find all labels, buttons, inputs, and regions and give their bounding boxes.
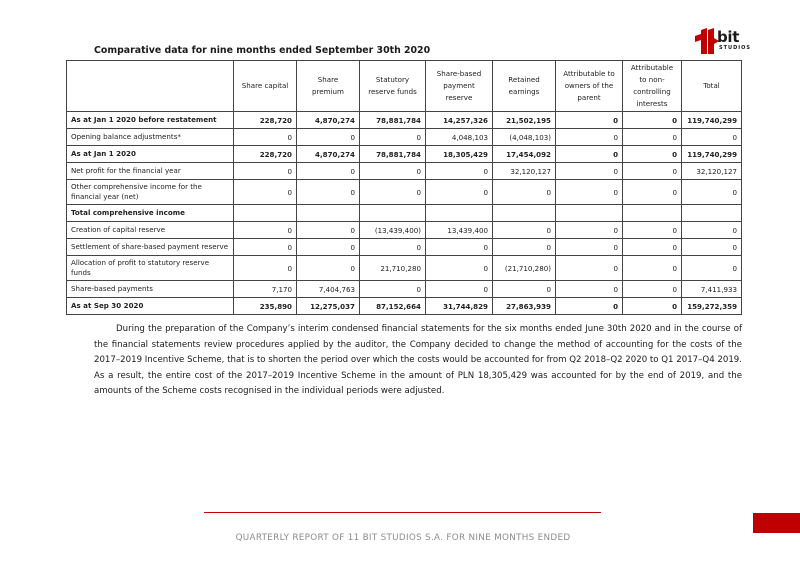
table-cell: 0 xyxy=(623,298,682,315)
table-row xyxy=(67,180,742,205)
table-cell: 87,152,664 xyxy=(360,298,426,315)
table-cell: 0 xyxy=(556,112,623,129)
table-cell: 0 xyxy=(426,256,493,281)
column-header: Total xyxy=(682,61,742,112)
table-cell: 0 xyxy=(556,146,623,163)
table-cell: 0 xyxy=(297,222,360,239)
table-cell: 21,710,280 xyxy=(360,256,426,281)
table-row xyxy=(67,222,742,239)
table-cell: 0 xyxy=(682,239,742,256)
table-cell: 0 xyxy=(426,281,493,298)
table-row xyxy=(67,239,742,256)
table-cell: 0 xyxy=(623,256,682,281)
column-header: Retained earnings xyxy=(493,61,556,112)
table-cell xyxy=(682,205,742,222)
logo-word: bit xyxy=(717,28,740,46)
table-row xyxy=(67,298,742,315)
table-cell: 4,048,103 xyxy=(426,129,493,146)
table-cell: 0 xyxy=(234,163,297,180)
row-label: Allocation of profit to statutory reserve funds xyxy=(67,256,234,281)
table-cell: 7,170 xyxy=(234,281,297,298)
table-cell: 0 xyxy=(556,180,623,205)
table-cell xyxy=(234,205,297,222)
column-header: Attributable to owners of the parent xyxy=(556,61,623,112)
table-cell: 0 xyxy=(493,222,556,239)
comparative-equity-table xyxy=(66,60,742,315)
table-cell: 13,439,400 xyxy=(426,222,493,239)
table-cell: 0 xyxy=(493,239,556,256)
table-cell xyxy=(493,205,556,222)
table-cell: 7,411,933 xyxy=(682,281,742,298)
column-header: Share capital xyxy=(234,61,297,112)
table-cell: 0 xyxy=(297,129,360,146)
table-row xyxy=(67,163,742,180)
table-cell xyxy=(426,205,493,222)
table-cell: 32,120,127 xyxy=(682,163,742,180)
table-row xyxy=(67,129,742,146)
table-cell: 27,863,939 xyxy=(493,298,556,315)
table-cell: 7,404,763 xyxy=(297,281,360,298)
explanatory-paragraph: During the preparation of the Company’s interim condensed financial statements for the six months ended June 30th 2020 and in the course of the financial statements review procedures applied by the auditor, the Company decided to change the method of accounting for the costs of the 2017–2019 Incentive Scheme, that is to shorten the period over which the costs would be accounted for from Q2 2018–Q2 2020 to Q1 2017–Q4 2019. As a result, the entire cost of the 2017–2019 Incentive Scheme in the amount of PLN 18,305,429 was accounted for by the end of 2019, and the amounts of the Scheme costs recognised in the individual periods were adjusted. xyxy=(94,324,742,396)
table-cell: 0 xyxy=(297,239,360,256)
table-cell: 0 xyxy=(682,222,742,239)
table-cell: 0 xyxy=(682,256,742,281)
table-cell: 0 xyxy=(556,239,623,256)
table-cell: 0 xyxy=(623,163,682,180)
table-cell: 78,881,784 xyxy=(360,112,426,129)
table-cell: 0 xyxy=(426,163,493,180)
table-cell: 0 xyxy=(556,256,623,281)
table-cell: 228,720 xyxy=(234,146,297,163)
row-label: Opening balance adjustments* xyxy=(67,129,234,146)
table-cell: 0 xyxy=(556,222,623,239)
table-cell: 78,881,784 xyxy=(360,146,426,163)
table-cell xyxy=(297,205,360,222)
column-header: Attributable to non-controlling interests xyxy=(623,61,682,112)
table-cell: 0 xyxy=(623,129,682,146)
table-cell: 0 xyxy=(297,163,360,180)
table-cell: 0 xyxy=(360,180,426,205)
column-header xyxy=(67,61,234,112)
logo-mark-icon xyxy=(695,28,719,58)
table-cell: 0 xyxy=(234,129,297,146)
table-cell: 4,870,274 xyxy=(297,146,360,163)
row-label: Net profit for the financial year xyxy=(67,163,234,180)
footer-text: QUARTERLY REPORT OF 11 BIT STUDIOS S.A. FOR NINE MONTHS ENDED xyxy=(235,533,571,543)
table-cell: 12,275,037 xyxy=(297,298,360,315)
table-row xyxy=(67,146,742,163)
column-header: Share-based payment reserve xyxy=(426,61,493,112)
table-cell: 119,740,299 xyxy=(682,146,742,163)
table-row xyxy=(67,281,742,298)
table-cell: 119,740,299 xyxy=(682,112,742,129)
table-cell: 0 xyxy=(360,281,426,298)
table-cell: 0 xyxy=(556,129,623,146)
table-cell: 228,720 xyxy=(234,112,297,129)
table-cell xyxy=(623,205,682,222)
table-cell: 4,870,274 xyxy=(297,112,360,129)
table-row xyxy=(67,205,742,222)
table-cell: 0 xyxy=(426,180,493,205)
table-cell: 0 xyxy=(234,180,297,205)
company-logo xyxy=(695,28,753,58)
row-label: Other comprehensive income for the financial year (net) xyxy=(67,180,234,205)
row-label: Share-based payments xyxy=(67,281,234,298)
column-header: Statutory reserve funds xyxy=(360,61,426,112)
table-cell: 21,502,195 xyxy=(493,112,556,129)
page-tab-marker xyxy=(753,513,800,533)
table-cell: (21,710,280) xyxy=(493,256,556,281)
table-cell: 0 xyxy=(234,239,297,256)
table-cell: (13,439,400) xyxy=(360,222,426,239)
row-label: As at Jan 1 2020 before restatement xyxy=(67,112,234,129)
table-cell: 0 xyxy=(493,180,556,205)
table-cell: 0 xyxy=(556,298,623,315)
table-cell: 0 xyxy=(360,239,426,256)
row-label: As at Jan 1 2020 xyxy=(67,146,234,163)
table-cell: 14,257,326 xyxy=(426,112,493,129)
row-label: As at Sep 30 2020 xyxy=(67,298,234,315)
table-cell: 0 xyxy=(623,112,682,129)
table-header-row xyxy=(67,61,742,112)
table-title: Comparative data for nine months ended September 30th 2020 xyxy=(94,45,431,56)
table-row xyxy=(67,112,742,129)
table-cell: 0 xyxy=(623,222,682,239)
table-cell: 0 xyxy=(682,129,742,146)
table-cell: 0 xyxy=(234,222,297,239)
table-cell: 0 xyxy=(682,180,742,205)
table-cell: 0 xyxy=(556,281,623,298)
table-cell: 31,744,829 xyxy=(426,298,493,315)
table-cell: 0 xyxy=(493,281,556,298)
table-cell: 0 xyxy=(297,180,360,205)
table-cell: 18,305,429 xyxy=(426,146,493,163)
table-cell: 0 xyxy=(556,163,623,180)
table-cell: 0 xyxy=(623,239,682,256)
table-cell: 159,272,359 xyxy=(682,298,742,315)
column-header: Share premium xyxy=(297,61,360,112)
table-cell: 32,120,127 xyxy=(493,163,556,180)
table-cell: 235,890 xyxy=(234,298,297,315)
row-label: Total comprehensive income xyxy=(67,205,234,222)
footer-divider xyxy=(204,512,601,513)
table-cell: 0 xyxy=(623,180,682,205)
row-label: Creation of capital reserve xyxy=(67,222,234,239)
table-row xyxy=(67,256,742,281)
table-cell xyxy=(360,205,426,222)
table-cell: 0 xyxy=(360,163,426,180)
table-cell: 0 xyxy=(360,129,426,146)
row-label: Settlement of share-based payment reserve xyxy=(67,239,234,256)
logo-subtitle: STUDIOS xyxy=(719,45,751,51)
table-cell xyxy=(556,205,623,222)
table-cell: 17,454,092 xyxy=(493,146,556,163)
table-cell: 0 xyxy=(234,256,297,281)
table-cell: (4,048,103) xyxy=(493,129,556,146)
table-cell: 0 xyxy=(623,146,682,163)
table-cell: 0 xyxy=(297,256,360,281)
table-cell: 0 xyxy=(426,239,493,256)
table-cell: 0 xyxy=(623,281,682,298)
